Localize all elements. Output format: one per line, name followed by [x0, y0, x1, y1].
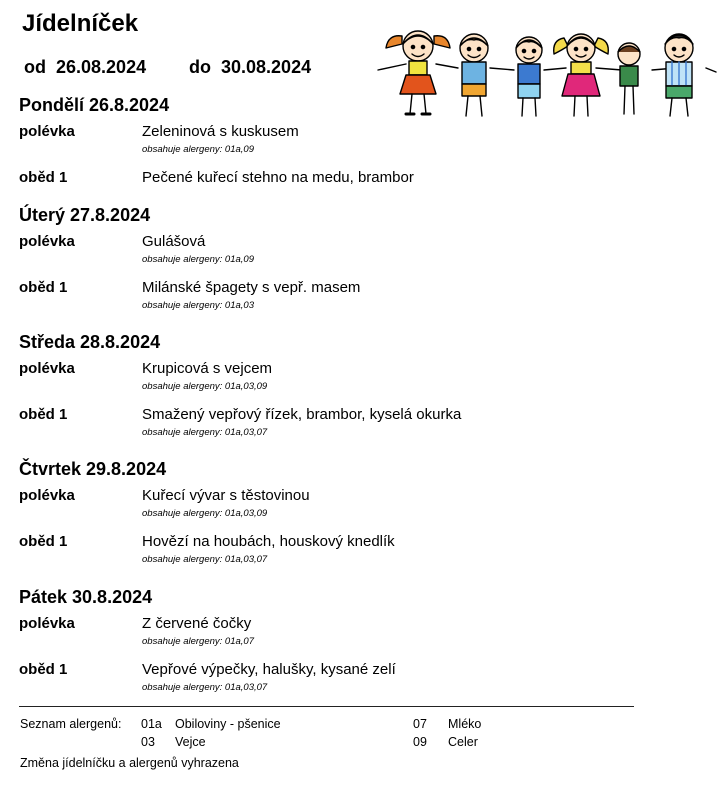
day-title: Pátek 30.8.2024 [19, 587, 153, 607]
allergen-info: obsahuje alergeny: 01a,03,07 [142, 682, 268, 693]
allergen-code: 03 [141, 735, 155, 749]
day-title: Úterý 27.8.2024 [19, 205, 151, 225]
meal-type-label: oběd 1 [19, 169, 68, 186]
meal-type-label: oběd 1 [19, 279, 68, 296]
allergen-info: obsahuje alergeny: 01a,07 [142, 636, 254, 647]
date-from-label: od [24, 57, 46, 77]
allergen-code: 01a [141, 717, 162, 731]
meal-name: Smažený vepřový řízek, brambor, kyselá okurka [142, 406, 462, 423]
children-illustration [376, 24, 718, 124]
allergen-info: obsahuje alergeny: 01a,03 [142, 300, 254, 311]
day-title: Čtvrtek 29.8.2024 [19, 459, 167, 479]
allergen-info: obsahuje alergeny: 01a,03,09 [142, 381, 268, 392]
meal-name: Vepřové výpečky, halušky, kysané zelí [142, 661, 396, 678]
day-title: Středa 28.8.2024 [19, 332, 161, 352]
boy-4-figure [618, 43, 640, 114]
allergen-name: Vejce [175, 735, 206, 749]
meal-type-label: polévka [19, 487, 75, 504]
meal-type-label: polévka [19, 123, 75, 140]
meal-type-label: oběd 1 [19, 406, 68, 423]
meal-type-label: oběd 1 [19, 533, 68, 550]
allergen-name: Obiloviny - pšenice [175, 717, 281, 731]
allergen-info: obsahuje alergeny: 01a,09 [142, 144, 254, 155]
meal-name: Pečené kuřecí stehno na medu, brambor [142, 169, 414, 186]
allergen-legend-title: Seznam alergenů: [20, 717, 122, 731]
allergen-code: 07 [413, 717, 427, 731]
meal-name: Z červené čočky [142, 615, 252, 632]
meal-name: Krupicová s vejcem [142, 360, 273, 377]
allergen-info: obsahuje alergeny: 01a,09 [142, 254, 254, 265]
meal-name: Zeleninová s kuskusem [142, 123, 299, 140]
allergen-info: obsahuje alergeny: 01a,03,07 [142, 427, 268, 438]
allergen-name: Mléko [448, 717, 482, 731]
page-title: Jídelníček [22, 10, 139, 37]
meal-type-label: polévka [19, 615, 75, 632]
meal-name: Gulášová [142, 233, 206, 250]
meal-name: Milánské špagety s vepř. masem [142, 279, 361, 296]
boy-2-figure [516, 37, 542, 116]
date-to-value: 30.08.2024 [221, 57, 312, 77]
meal-type-label: polévka [19, 360, 75, 377]
divider [19, 706, 634, 707]
footer-note: Změna jídelníčku a alergenů vyhrazena [20, 756, 239, 770]
meal-type-label: oběd 1 [19, 661, 68, 678]
boy-1-figure [460, 34, 488, 116]
allergen-name: Celer [448, 735, 478, 749]
meal-type-label: polévka [19, 233, 75, 250]
allergen-code: 09 [413, 735, 427, 749]
date-to-label: do [189, 57, 211, 77]
date-from [24, 57, 146, 78]
meal-name: Kuřecí vývar s těstovinou [142, 487, 310, 504]
boy-3-figure [665, 34, 693, 116]
day-title: Pondělí 26.8.2024 [19, 95, 170, 115]
meal-name: Hovězí na houbách, houskový knedlík [142, 533, 395, 550]
allergen-info: obsahuje alergeny: 01a,03,07 [142, 554, 268, 565]
girl-1-figure [386, 31, 450, 114]
date-from-value: 26.08.2024 [56, 57, 147, 77]
girl-2-figure [554, 34, 609, 116]
allergen-info: obsahuje alergeny: 01a,03,09 [142, 508, 268, 519]
date-to [189, 57, 311, 78]
